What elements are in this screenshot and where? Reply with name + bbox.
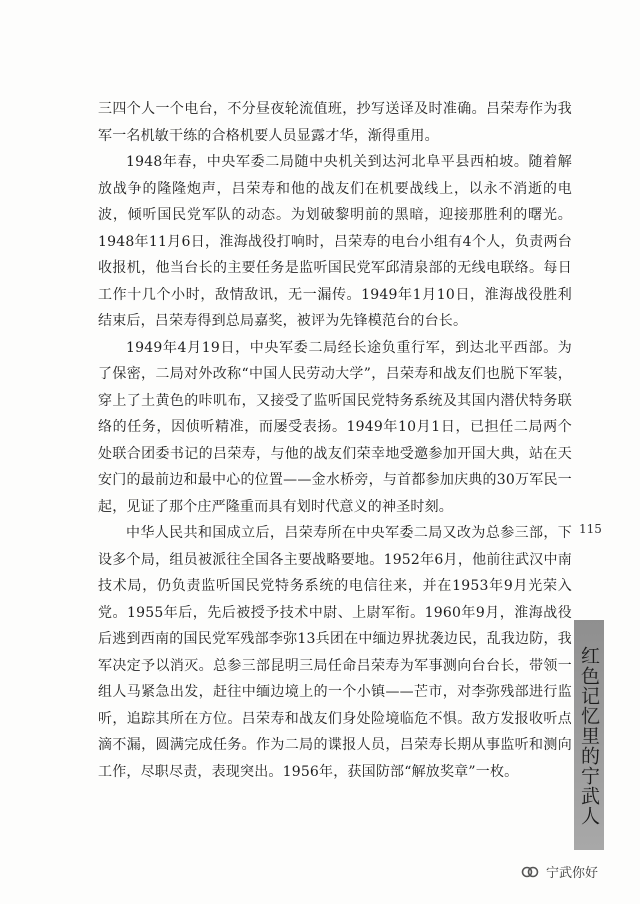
watermark-text: 宁武你好 xyxy=(546,866,599,881)
wechat-channel-icon xyxy=(520,863,540,881)
body-text xyxy=(98,96,572,785)
paragraph-1: 三四个人一个电台，不分昼夜轮流值班，抄写送译及时准确。吕荣寿作为我军一名机敏干练的合格机要人员显露才华，渐得重用。 xyxy=(98,101,572,144)
watermark xyxy=(520,862,598,881)
paragraph-2: 1948年春，中央军委二局随中央机关到达河北阜平县西柏坡。随着解放战争的隆隆炮声，吕荣寿和他的战友们在机要战线上，以永不消逝的电波，倾听国民党军队的动态。为划破黎明前的黑暗，迎接那胜利的曙光。1948年11月6日，淮海战役打响时，吕荣寿的电台小组有4个人，负责两台收报机，他当台长的主要任务是监听国民党军邱清泉部的无线电联络。每日工作十几个小时，敌情敌讯，无一漏传。1949年1月10日，淮海战役胜利结束后，吕荣寿得到总局嘉奖，被评为先锋模范台的台长。 xyxy=(98,154,572,329)
page-number: 115 xyxy=(579,522,602,536)
book-title-vertical: 红色记忆里的宁武人 xyxy=(578,646,600,826)
paragraph-4: 中华人民共和国成立后，吕荣寿所在中央军委二局又改为总参三部，下设多个局，组员被派往全国各主要战略要地。1952年6月，他前往武汉中南技术局，仍负责监听国民党特务系统的电信往来，并在1953年9月光荣入党。1955年后，先后被授予技术中尉、上尉军衔。1960年9月，淮海战役后逃到西南的国民党军残部李弥13兵团在中缅边界扰袭边民，乱我边防，我军决定予以消灭。总参三部昆明三局任命吕荣寿为军事测向台台长，带领一组人马紧急出发，赶往中缅边境上的一个小镇——芒市，对李弥残部进行监听，追踪其所在方位。吕荣寿和战友们身处险境临危不惧。敌方发报收听点滴不漏，圆满完成任务。作为二局的谍报人员，吕荣寿长期从事监听和测向工作，尽职尽责，表现突出。1956年，获国防部“解放奖章”一枚。 xyxy=(98,525,572,780)
paragraph-3: 1949年4月19日，中央军委二局经长途负重行军，到达北平西部。为了保密，二局对外改称“中国人民劳动大学”，吕荣寿和战友们也脱下军装，穿上了土黄色的咔叽布，又接受了监听国民党特务系统及其国内潜伏特务联络的任务，因侦听精准，而屡受表扬。1949年10月1日，已担任二局两个处联合团委书记的吕荣寿，与他的战友们荣幸地受邀参加开国大典，站在天安门的最前边和最中心的位置——金水桥旁，与首都参加庆典的30万军民一起，见证了那个庄严隆重而具有划时代意义的神圣时刻。 xyxy=(98,339,572,515)
